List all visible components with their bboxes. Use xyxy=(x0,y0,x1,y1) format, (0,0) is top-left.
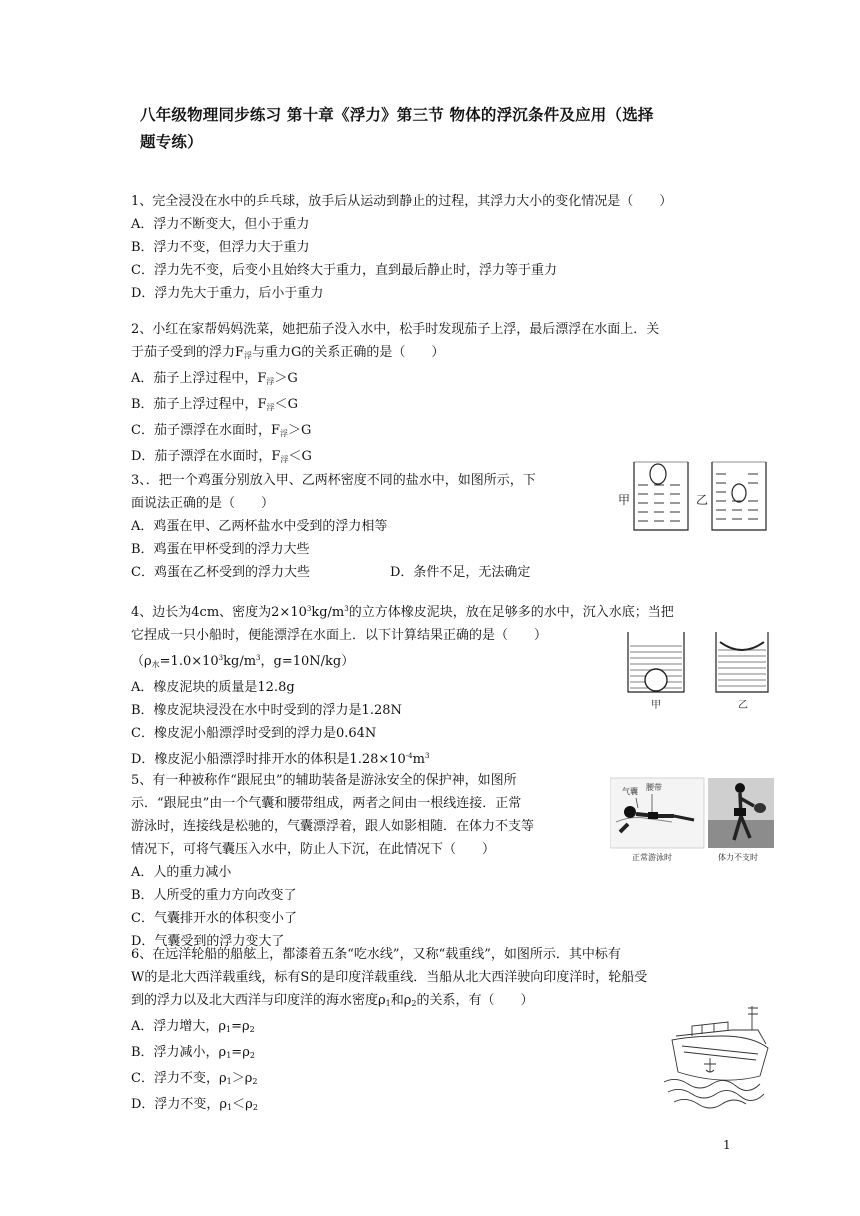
egg-in-salt-water-figure xyxy=(616,456,776,536)
question-5-stem-1: 5、有一种被称作“跟屁虫”的辅助装备是游泳安全的保护神，如图所 xyxy=(131,773,517,788)
question-1 xyxy=(131,190,672,305)
figure-5-label-airbag: 气囊 xyxy=(622,787,638,796)
question-5-stem-3: 游泳时，连接线是松驰的，气囊漂浮着，跟人如影相随．在体力不支等 xyxy=(131,819,535,834)
question-4-stem-1: 4、边长为4cm、密度为$2\times 10^3kg/m^3$的立方体橡皮泥块，放在足够多的水中，沉入水底；当把 xyxy=(131,605,674,620)
figure-4-label-yi: 乙 xyxy=(738,700,748,711)
ship-load-line-figure xyxy=(662,1000,774,1110)
question-4-option-c: C．橡皮泥小船漂浮时受到的浮力是0.64N xyxy=(131,726,377,741)
question-6 xyxy=(131,943,647,1119)
question-1-option-a: A．浮力不断变大，但小于重力 xyxy=(131,217,310,232)
question-1-stem: 1、完全浸没在水中的乒乓球，放手后从运动到静止的过程，其浮力大小的变化情况是（ ） xyxy=(131,194,673,209)
question-6-option-c: C．浮力不变，$\rho_1>\rho_2$ xyxy=(131,1071,258,1086)
figure-3-label-jia: 甲 xyxy=(618,493,631,507)
question-3-option-d: D．条件不足，无法确定 xyxy=(389,565,531,580)
question-4-stem-3: （$\rho_水=1.0\times 10^3kg/m^3$，g=10N/kg） xyxy=(131,654,355,669)
question-6-stem-2: W的是北大西洋载重线，标有S的是印度洋载重线．当船从北大西洋驶向印度洋时，轮船受 xyxy=(131,970,648,985)
question-1-option-d: D．浮力先大于重力，后小于重力 xyxy=(131,286,324,301)
question-2-option-d: D．茄子漂浮在水面时，$F_浮<G$ xyxy=(131,449,312,464)
question-6-option-d: D．浮力不变，$\rho_1<\rho_2$ xyxy=(131,1097,258,1112)
question-1-option-b: B．浮力不变，但浮力大于重力 xyxy=(131,240,310,255)
question-5-option-a: A．人的重力减小 xyxy=(131,865,232,880)
figure-5-caption-tired: 体力不支时 xyxy=(718,853,758,862)
question-4 xyxy=(131,598,674,771)
title-line-1: 八年级物理同步练习 第十章《浮力》第三节 物体的浮沉条件及应用（选择 xyxy=(140,106,654,124)
question-3 xyxy=(131,469,536,584)
question-5-stem-2: 示．“跟屁虫”由一个气囊和腰带组成，两者之间由一根线连接．正常 xyxy=(131,796,522,811)
question-4-option-b: B．橡皮泥块浸没在水中时受到的浮力是1.28N xyxy=(131,703,402,718)
question-3-option-c: C．鸡蛋在乙杯受到的浮力大些 D．条件不足，无法确定 xyxy=(131,565,531,580)
question-5-option-b: B．人所受的重力方向改变了 xyxy=(131,888,297,903)
figure-4-label-jia: 甲 xyxy=(651,700,661,711)
question-2-option-a: A．茄子上浮过程中，$F_浮>G$ xyxy=(131,371,298,386)
question-5 xyxy=(131,769,534,953)
swimming-float-figure xyxy=(610,776,774,866)
document-title xyxy=(140,102,750,156)
question-6-stem-1: 6、在远洋轮船的船舷上，都漆着五条“吃水线”，又称“载重线”，如图所示．其中标有 xyxy=(131,947,621,962)
question-4-option-d: D．橡皮泥小船漂浮时排开水的体积是$1.28\times 10^{-4}m^3$ xyxy=(131,752,430,767)
question-2-stem-1: 2、小红在家帮妈妈洗菜，她把茄子没入水中，松手时发现茄子上浮，最后漂浮在水面上．关 xyxy=(131,322,660,337)
question-1-option-c: C．浮力先不变，后变小且始终大于重力，直到最后静止时，浮力等于重力 xyxy=(131,263,557,278)
figure-5-caption-normal: 正常游泳时 xyxy=(632,853,672,862)
question-6-option-b: B．浮力减小，$\rho_1=\rho_2$ xyxy=(131,1045,255,1060)
question-5-option-c: C．气囊排开水的体积变小了 xyxy=(131,911,297,926)
question-5-option-d: D．气囊受到的浮力变大了 xyxy=(131,934,285,949)
clay-boat-figure xyxy=(618,628,778,712)
question-4-option-a: A．橡皮泥块的质量是12.8g xyxy=(131,680,295,695)
question-2-option-b: B．茄子上浮过程中，$F_浮<G$ xyxy=(131,397,298,412)
question-4-stem-2: 它捏成一只小船时，便能漂浮在水面上．以下计算结果正确的是（ ） xyxy=(131,628,548,643)
question-3-option-a: A．鸡蛋在甲、乙两杯盐水中受到的浮力相等 xyxy=(131,519,388,534)
question-3-option-b: B．鸡蛋在甲杯受到的浮力大些 xyxy=(131,542,310,557)
title-line-2: 题专练） xyxy=(140,133,203,151)
question-3-stem-2: 面说法正确的是（ ） xyxy=(131,496,275,511)
question-2-option-c: C．茄子漂浮在水面时，$F_浮>G$ xyxy=(131,423,312,438)
question-3-stem-1: 3、．把一个鸡蛋分别放入甲、乙两杯密度不同的盐水中，如图所示，下 xyxy=(131,473,536,488)
question-6-stem-3: 到的浮力以及北大西洋与印度洋的海水密度$\rho_1$和$\rho_2$的关系，有（ ） xyxy=(131,993,534,1008)
figure-3-label-yi: 乙 xyxy=(696,493,709,507)
question-2-stem-2: 于茄子受到的浮力$F_浮$与重力G的关系正确的是（ ） xyxy=(131,345,445,360)
figure-5-label-belt: 腰带 xyxy=(646,783,662,792)
question-6-option-a: A．浮力增大，$\rho_1=\rho_2$ xyxy=(131,1019,255,1034)
question-2 xyxy=(131,318,659,471)
question-5-stem-4: 情况下，可将气囊压入水中，防止人下沉，在此情况下（ ） xyxy=(131,842,496,857)
page-number: 1 xyxy=(723,1138,731,1152)
